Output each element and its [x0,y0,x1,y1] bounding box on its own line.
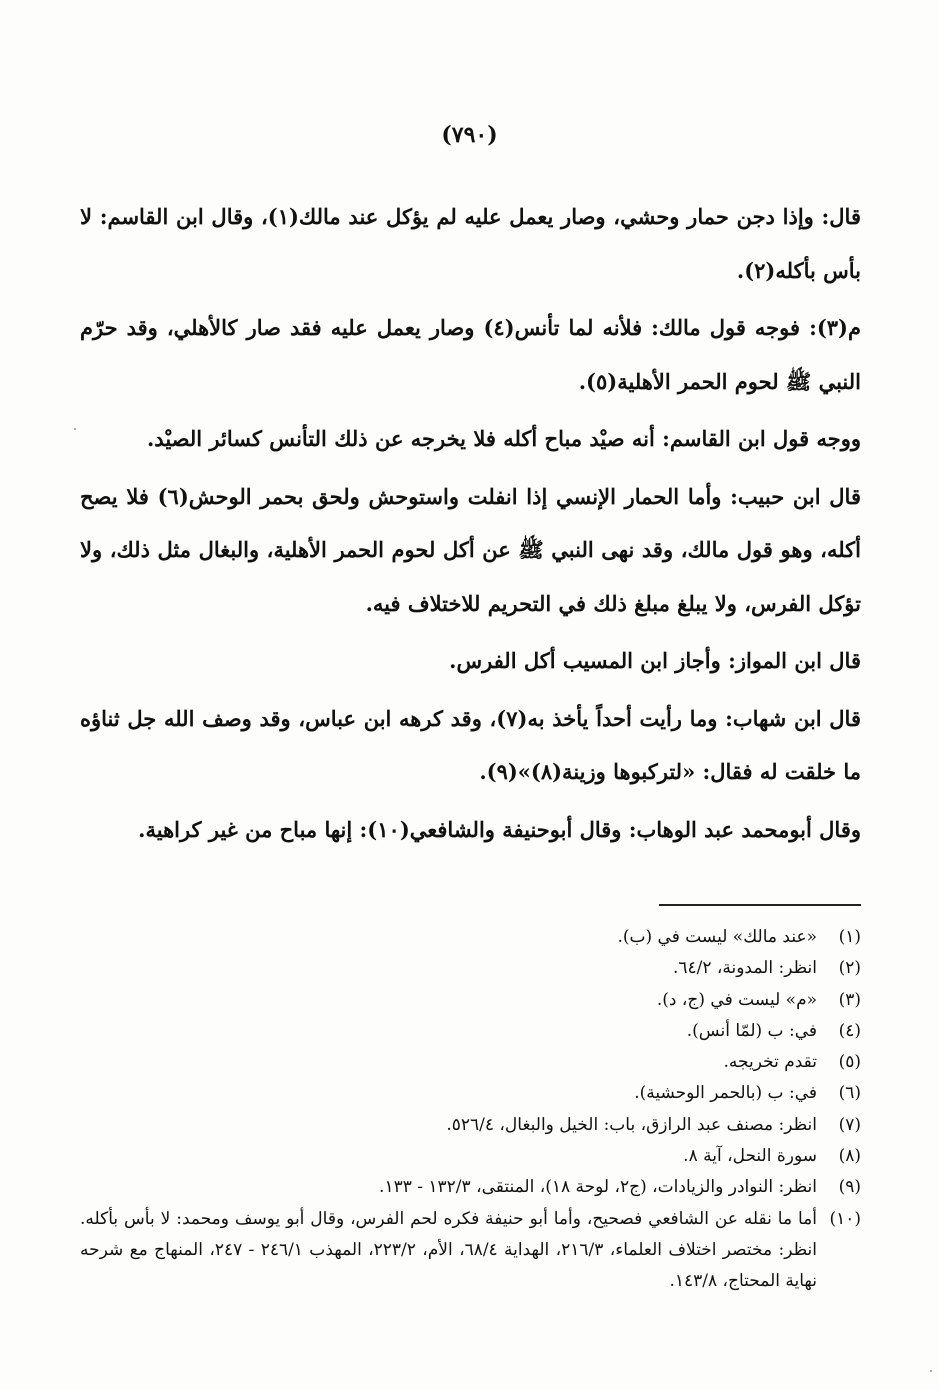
paragraph: وقال أبومحمد عبد الوهاب: وقال أبوحنيفة والشافعي(١٠): إنها مباح من غير كراهية. [138,816,861,842]
footnote [80,1047,861,1078]
footnote-number: (٧) [838,1114,861,1135]
footnote [80,953,861,984]
paragraph: قال ابن شهاب: وما رأيت أحداً يأخذ به(٧)، وقد كرهه ابن عباس، وقد وصف الله جل ثناؤه ما خلقت له فقال: «لتركبوها وزينة(٨)»(٩). [80,705,861,784]
scan-speck [74,428,76,430]
main-text [80,190,861,860]
paragraph: قال ابن المواز: وأجاز ابن المسيب أكل الفرس. [449,648,861,673]
footnote-number: (٦) [838,1083,861,1104]
footnote-text: انظر: النوادر والزيادات، (ج٢، لوحة ١٨)، المنتقى، ١٣٢/٣ - ١٣٣. [379,1177,817,1198]
footnote [80,1110,861,1141]
footnote-text: تقدم تخريجه. [723,1052,817,1073]
footnote-text: في: ب (لمّا أنس). [686,1020,817,1041]
footnote-number: (٢) [838,958,861,979]
scan-speck [930,1370,932,1372]
footnote-number: (٩) [838,1177,861,1198]
footnote [80,922,861,953]
footnote-text: انظر: المدونة، ٦٤/٢. [672,958,817,979]
footnote-text: أما ما نقله عن الشافعي فصحيح، وأما أبو حنيفة فكره لحم الفرس، وقال أبو يوسف ومحمد: لا بأس بأكله. انظر: مختصر اختلاف العلماء، ٢١٦/٣، الهداية ٦٨/٤، الأم، ٢٢٣/٢، المهذب ٢٤٦/١ - ٢٤٧، المنهاج مع شرحه نهاية المحتاج، ١٤٣/٨. [80,1208,818,1292]
footnote [80,1141,861,1172]
footnote-number: (١٠) [829,1208,861,1229]
footnote-text: «عند مالك» ليست في (ب). [617,927,817,947]
footnote-number: (٣) [838,989,861,1010]
paragraph: قال ابن حبيب: وأما الحمار الإنسي إذا انفلت واستوحش ولحق بحمر الوحش(٦) فلا يصح أكله، وهو قول مالك، وقد نهى النبي ﷺ عن أكل لحوم الحمر الأهلية، والبغال مثل ذلك، ولا تؤكل الفرس، ولا يبلغ مبلغ ذلك في التحريم للاختلاف فيه. [80,483,861,616]
footnote-number: (٨) [838,1146,861,1167]
footnote-number: (٤) [838,1020,861,1041]
paragraph: ووجه قول ابن القاسم: أنه صيْد مباح أكله فلا يخرجه عن ذلك التأنس كسائر الصيْد. [147,426,861,451]
footnote-text: في: ب (بالحمر الوحشية). [634,1083,817,1104]
footnote-separator [659,904,861,906]
footnote-text: انظر: مصنف عبد الرازق، باب: الخيل والبغال، ٥٢٦/٤. [446,1114,817,1135]
footnote-text: سورة النحل، آية ٨. [683,1146,817,1167]
footnote-number: (١) [838,927,861,947]
paragraph: قال: وإذا دجن حمار وحشي، وصار يعمل عليه لم يؤكل عند مالك(١)، وقال ابن القاسم: لا بأس بأكله(٢). [80,204,861,283]
footnote [80,1204,861,1298]
footnote-number: (٥) [838,1052,861,1073]
footnotes [80,922,861,1298]
footnote [80,1016,861,1047]
footnote [80,1078,861,1109]
paragraph: م(٣): فوجه قول مالك: فلأنه لما تأنس(٤) وصار يعمل عليه فقد صار كالأهلي، وقد حرّم النبي ﷺ لحوم الحمر الأهلية(٥). [80,315,861,394]
footnote-text: «م» ليست في (ج، د). [656,989,817,1010]
footnote [80,985,861,1016]
footnote [80,1172,861,1203]
page-number: (٧٩٠) [441,122,498,148]
